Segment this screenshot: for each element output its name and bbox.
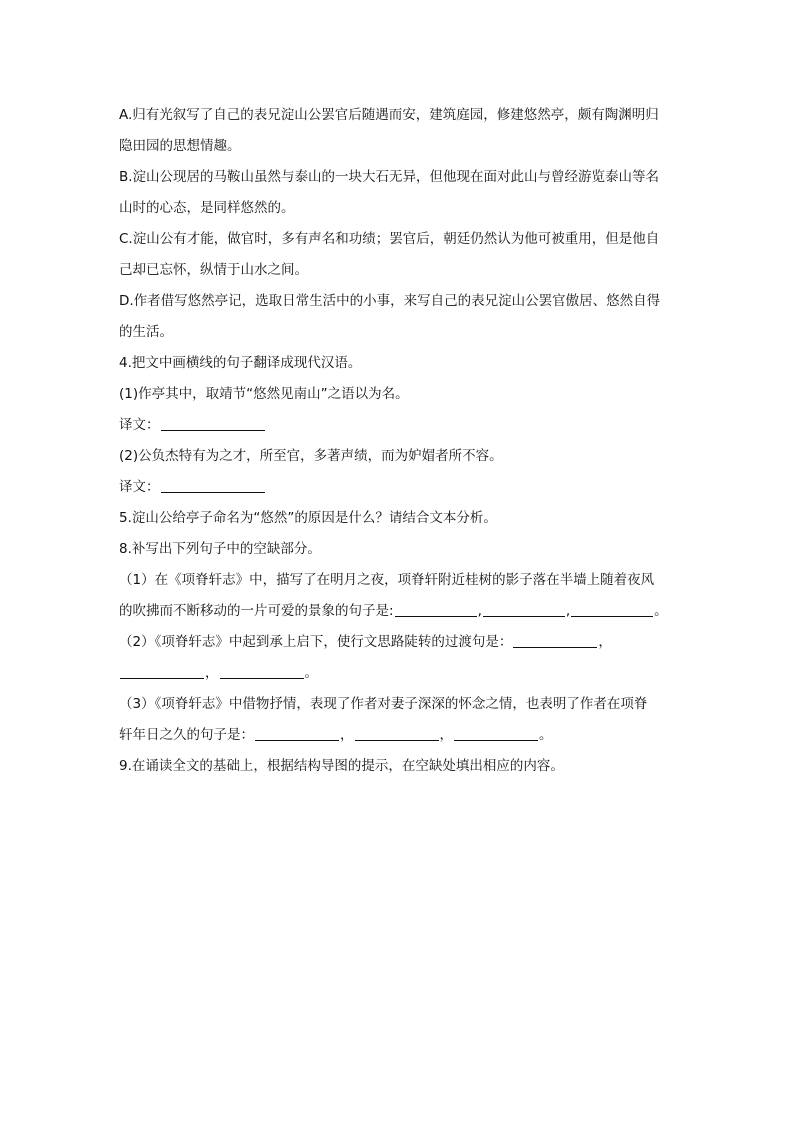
question-4-answer-2	[119, 472, 684, 503]
question-8-part-2-line-2	[119, 658, 684, 689]
answer-blank[interactable]	[454, 726, 538, 741]
answer-blank[interactable]	[161, 416, 265, 431]
answer-blank[interactable]	[395, 602, 477, 617]
answer-blank[interactable]	[355, 726, 439, 741]
translation-label: 译文：	[119, 417, 160, 433]
answer-blank[interactable]	[255, 726, 339, 741]
answer-blank[interactable]	[220, 664, 304, 679]
comma: ，	[340, 727, 354, 743]
answer-blank[interactable]	[571, 602, 653, 617]
period: 。	[304, 665, 318, 681]
answer-blank[interactable]	[483, 602, 565, 617]
option-c-line-1: C.淀山公有才能，做官时，多有声名和功绩；罢官后，朝廷仍然认为他可被重用，但是他自	[119, 231, 660, 247]
option-a-line-2: 隐田园的思想情趣。	[119, 138, 241, 154]
option-a-line-1: A.归有光叙写了自己的表兄淀山公罢官后随遇而安，建筑庭园，修建悠然亭，颇有陶渊明归	[119, 107, 659, 123]
question-8-part-2-line-1	[119, 627, 684, 658]
comma: ，	[439, 727, 453, 743]
comma: ,	[477, 603, 482, 619]
part-1-prompt: 的吹拂而不断移动的一片可爱的景象的句子是:	[119, 603, 394, 619]
question-8-part-1-line-2	[119, 596, 684, 627]
question-8-part-3-line-1: （3）《项脊轩志》中借物抒情，表现了作者对妻子深深的怀念之情，也表明了作者在项脊	[119, 696, 648, 712]
comma: ,	[565, 603, 571, 619]
part-3-prompt: 轩年日之久的句子是：	[119, 727, 254, 743]
question-4-sentence-2: (2)公负杰特有为之才，所至官，多著声绩，而为妒媢者所不容。	[119, 448, 503, 464]
answer-blank[interactable]	[120, 664, 204, 679]
option-b-line-2: 山时的心态，是同样悠然的。	[119, 200, 295, 216]
question-4-answer-1	[119, 410, 684, 441]
question-content	[119, 100, 684, 782]
part-2-prompt: （2）《项脊轩志》中起到承上启下，使行文思路陡转的过渡句是：	[119, 634, 513, 650]
period: 。	[539, 727, 553, 743]
period: 。	[654, 603, 668, 619]
question-8-part-3-line-2	[119, 720, 684, 751]
translation-label: 译文：	[119, 479, 160, 495]
option-c-line-2: 己却已忘怀，纵情于山水之间。	[119, 262, 308, 278]
question-4-title: 4.把文中画横线的句子翻译成现代汉语。	[119, 355, 362, 371]
question-9-title: 9.在诵读全文的基础上，根据结构导图的提示，在空缺处填出相应的内容。	[119, 758, 564, 774]
answer-blank[interactable]	[513, 633, 597, 648]
comma: ，	[205, 665, 219, 681]
question-8-title: 8.补写出下列句子中的空缺部分。	[119, 541, 321, 557]
option-d-line-2: 的生活。	[119, 324, 173, 340]
option-b-line-1: B.淀山公现居的马鞍山虽然与泰山的一块大石无异，但他现在面对此山与曾经游览泰山等名	[119, 169, 660, 185]
answer-blank[interactable]	[161, 478, 265, 493]
question-8-part-1-line-1: （1）在《项脊轩志》中，描写了在明月之夜，项脊轩附近桂树的影子落在半墙上随着夜风	[119, 572, 655, 588]
option-d-line-1: D.作者借写悠然亭记，选取日常生活中的小事，来写自己的表兄淀山公罢官傲居、悠然自得	[119, 293, 661, 309]
question-4-sentence-1: (1)作亭其中，取靖节“悠然见南山”之语以为名。	[119, 386, 409, 402]
question-5-title: 5.淀山公给亭子命名为“悠然”的原因是什么？请结合文本分析。	[119, 510, 497, 526]
comma: ，	[598, 634, 612, 650]
